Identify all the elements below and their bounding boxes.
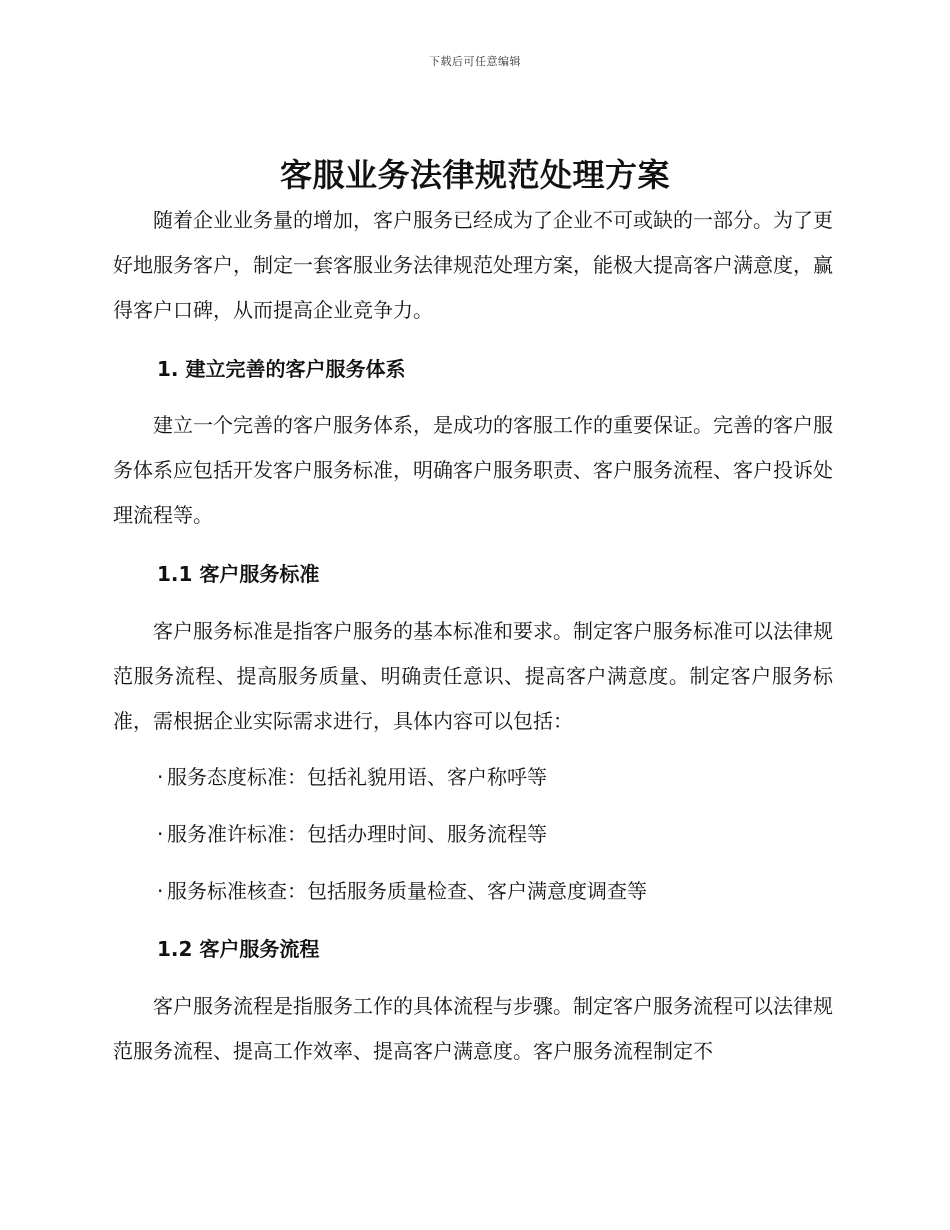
list-item — [157, 763, 547, 791]
document-title: 客服业务法律规范处理方案 — [279, 156, 670, 194]
section-1-1-heading: 1.1 客户服务标准 — [157, 562, 320, 586]
list-item-text: 服务标准核查：包括服务质量检查、客户满意度调查等 — [167, 879, 647, 903]
header-note: 下载后可任意编辑 — [429, 55, 521, 68]
list-item-text: 服务态度标准：包括礼貌用语、客户称呼等 — [167, 765, 547, 789]
section-1-paragraph: 建立一个完善的客户服务体系，是成功的客服工作的重要保证。完善的客户服务体系应包括开发客户服务标准，明确客户服务职责、客户服务流程、客户投诉处理流程等。 — [113, 413, 833, 527]
list-item — [157, 877, 647, 905]
section-1-2-paragraph: 客户服务流程是指服务工作的具体流程与步骤。制定客户服务流程可以法律规范服务流程、提高工作效率、提高客户满意度。客户服务流程制定不 — [113, 994, 833, 1063]
bullet-dot-icon: · — [157, 879, 164, 903]
list-item-text: 服务准许标准：包括办理时间、服务流程等 — [167, 822, 547, 846]
bullet-dot-icon: · — [157, 822, 164, 846]
section-1-2-heading: 1.2 客户服务流程 — [157, 937, 320, 961]
intro-paragraph: 随着企业业务量的增加，客户服务已经成为了企业不可或缺的一部分。为了更好地服务客户，制定一套客服业务法律规范处理方案，能极大提高客户满意度，赢得客户口碑，从而提高企业竞争力。 — [113, 208, 833, 322]
section-1-1-paragraph: 客户服务标准是指客户服务的基本标准和要求。制定客户服务标准可以法律规范服务流程、提高服务质量、明确责任意识、提高客户满意度。制定客户服务标准，需根据企业实际需求进行，具体内容可以包括： — [113, 619, 833, 733]
list-item — [157, 820, 547, 848]
section-1-heading: 1. 建立完善的客户服务体系 — [157, 357, 406, 381]
bullet-dot-icon: · — [157, 765, 164, 789]
